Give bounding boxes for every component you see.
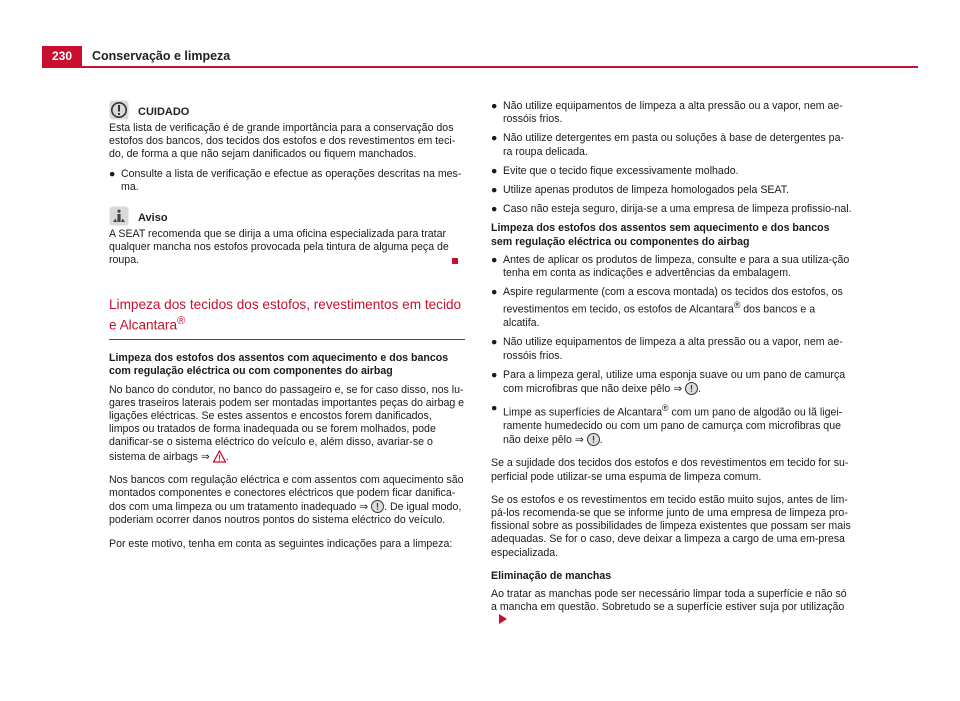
- list-item-text-post: com um pano de algodão ou lã ligei-ramente humedecido ou com um pano de camurça com microfibras que não deixe pêlo: [503, 406, 843, 447]
- notice-text: A SEAT recomenda que se dirija a uma oficina especializada para tratar qualquer mancha nos estofos provocada pela tintura de alguma peça de roupa.: [109, 228, 449, 267]
- list-item-text: Caso não esteja seguro, dirija-se a uma empresa de limpeza profissio-nal.: [503, 203, 852, 216]
- bullet-dot: ●: [491, 164, 498, 177]
- caution-icon[interactable]: [685, 382, 698, 395]
- section-title-text: Limpeza dos tecidos dos estofos, revestimentos em tecido e Alcantara: [109, 296, 462, 333]
- subhead-heated-seats: Limpeza dos estofos dos assentos com aquecimento e dos bancos com regulação eléctrica ou com componentes do airbag: [109, 352, 449, 378]
- list-item: [491, 369, 853, 396]
- list-item-text: Evite que o tecido fique excessivamente molhado.: [503, 164, 739, 177]
- paragraph-superficial: Se a sujidade dos tecidos dos estofos e dos revestimentos em tecido for su-perficial pode utilizar-se uma espuma de limpeza comum.: [491, 457, 849, 483]
- bullet-dot: ●: [491, 336, 498, 349]
- list-item: [491, 254, 853, 280]
- paragraph-electric-text: Nos bancos com regulação eléctrica e com assentos com aquecimento são montados componentes e conectores eléctricos que podem ficar danifica-dos com uma limpeza ou um tratamento inadequado: [109, 473, 464, 514]
- notice-heading: [109, 206, 465, 226]
- caution-bullet-text: Consulte a lista de verificação e efectue as operações descritas na mes-ma.: [121, 167, 462, 193]
- list-item: [491, 402, 853, 447]
- caution-bullet: [109, 168, 465, 194]
- list-item: [491, 184, 853, 197]
- page-header: [0, 0, 960, 70]
- header-rule: [42, 66, 918, 68]
- paragraph-stains: [491, 588, 853, 629]
- list-item-text: Não utilize detergentes em pasta ou soluções à base de detergentes pa-ra roupa delicada.: [503, 132, 844, 158]
- bullet-dot: ●: [491, 100, 498, 112]
- arrow-ref: ⇒: [673, 382, 683, 395]
- info-icon: [109, 206, 129, 226]
- caution-heading: [109, 100, 465, 120]
- notice-label: Aviso: [138, 211, 168, 224]
- period: .: [698, 382, 701, 395]
- list-item: [491, 286, 853, 330]
- list-item-text-pre: Aspire regularmente (com a escova montada) os tecidos dos estofos, os revestimentos em tecido, os estofos de Alcantara: [503, 286, 843, 316]
- list-item-text: Não utilize equipamentos de limpeza a alta pressão ou a vapor, nem ae-rossóis frios.: [503, 336, 843, 362]
- subhead-stain-removal: Eliminação de manchas: [491, 569, 612, 582]
- paragraph-stains-text: Ao tratar as manchas pode ser necessário limpar toda a superfície e não só a mancha em questão. Sobretudo se a superfície estiver suja por utilização: [491, 587, 847, 614]
- section-title: [109, 296, 465, 341]
- page-number: 230: [42, 46, 82, 66]
- reg-mark: ®: [662, 403, 669, 414]
- section-title-reg: ®: [177, 314, 186, 327]
- bullet-dot: ●: [491, 286, 498, 299]
- paragraph-electric: [109, 474, 465, 528]
- paragraph-indications: Por este motivo, tenha em conta as seguintes indicações para a limpeza:: [109, 537, 453, 550]
- list-item: [491, 132, 853, 158]
- warning-triangle-icon[interactable]: [213, 450, 226, 463]
- list-item-text: [503, 286, 853, 330]
- paragraph-electric-end: . De igual modo, poderiam ocorrer danos noutros pontos do sistema eléctrico do veículo.: [109, 501, 462, 527]
- caution-icon[interactable]: [371, 500, 384, 513]
- caution-text: Esta lista de verificação é de grande importância para a conservação dos estofos dos bancos, dos tecidos dos estofos e dos revestimentos em teci-do, de forma a que não sejam danificados ou fiquem manchados.: [109, 122, 456, 161]
- period: .: [599, 434, 603, 447]
- list-item-text-post: dos bancos e a alcatifa.: [503, 303, 816, 330]
- page-title: Conservação e limpeza: [92, 49, 231, 63]
- arrow-ref: ⇒: [574, 434, 584, 447]
- right-column: [491, 100, 853, 635]
- subhead-unheated-seats: Limpeza dos estofos dos assentos sem aquecimento e dos bancos sem regulação eléctrica ou componentes do airbag: [491, 222, 830, 248]
- caution-icon: [109, 100, 129, 120]
- arrow-ref: ⇒: [200, 450, 210, 463]
- bullet-dot: ●: [109, 167, 116, 180]
- paragraph-airbag: [109, 384, 465, 464]
- list-item-text: Utilize apenas produtos de limpeza homologados pela SEAT.: [503, 184, 790, 197]
- bullet-dot: ●: [491, 184, 498, 197]
- section-end-mark: [452, 258, 458, 264]
- bullet-dot: ●: [491, 402, 498, 415]
- bullet-dot: ●: [491, 253, 498, 266]
- list-item-text: Antes de aplicar os produtos de limpeza, consulte e para a sua utiliza-ção tenha em conta as indicações e advertências da embalagem.: [503, 253, 850, 280]
- caution-icon[interactable]: [587, 433, 600, 446]
- bullet-dot: ●: [491, 368, 498, 381]
- arrow-ref: ⇒: [359, 501, 369, 514]
- list-item-text-main: Para a limpeza geral, utilize uma esponja suave ou um pano de camurça com microfibras que não deixe pêlo: [503, 368, 846, 395]
- list-item: [491, 336, 853, 362]
- list-item: [491, 100, 853, 126]
- list-item-text: [503, 369, 853, 396]
- list-item: [491, 203, 853, 216]
- bullet-dot: ●: [491, 132, 498, 145]
- continue-arrow-icon: [499, 614, 507, 628]
- caution-label: CUIDADO: [138, 105, 190, 118]
- list-item-text: Não utilize equipamentos de limpeza a alta pressão ou a vapor, nem ae-rossóis frios.: [503, 100, 843, 126]
- paragraph-airbag-text: No banco do condutor, no banco do passageiro e, se for caso disso, nos lu-gares traseiros laterais podem ser montadas importantes peças do airbag e ligações eléctricas. Se estes assentos e encostos forem danificados, limpos ou tratados de forma inadequada ou se forem molhados, pode danificar-se o sistema eléctrico do veículo e, além disso, avariar-se o sistema de airbags: [109, 383, 465, 463]
- list-item: [491, 165, 853, 178]
- list-item-text-pre: Limpe as superfícies de Alcantara: [503, 406, 662, 419]
- paragraph-very-dirty: Se os estofos e os revestimentos em tecido estão muito sujos, antes de lim-pá-los recomenda-se que se informe junto de uma empresa de limpeza pro-fissional sobre as possibilidades de limpeza existentes que possam ser mais adequadas. Se for o caso, deve deixar a limpeza a cargo de uma em-presa especializada.: [491, 493, 851, 559]
- list-item-text: [503, 402, 853, 447]
- left-column: [109, 100, 465, 557]
- reg-mark: ®: [733, 300, 741, 311]
- bullet-dot: ●: [491, 203, 498, 216]
- paragraph-airbag-end: .: [225, 450, 229, 463]
